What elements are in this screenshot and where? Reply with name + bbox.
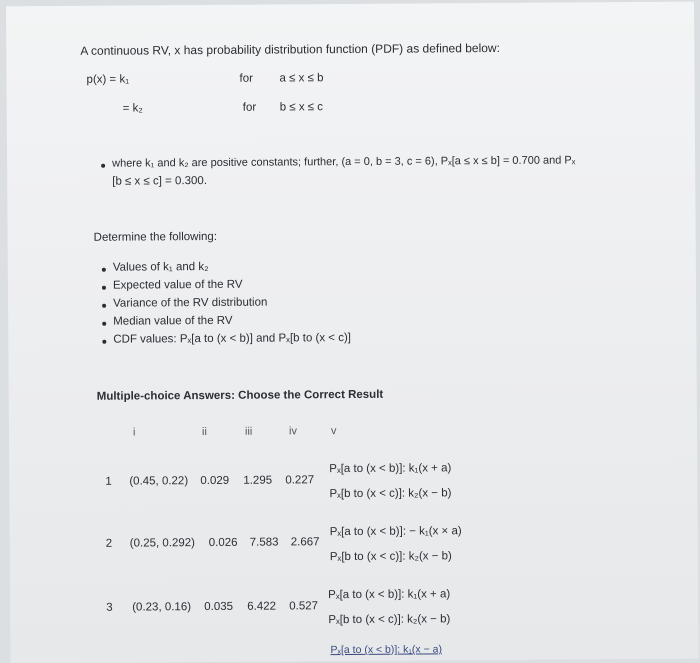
answer-iv: 0.527 bbox=[289, 600, 319, 613]
bullet-dot bbox=[102, 340, 106, 344]
answer-i: (0.23, 0.16) bbox=[132, 601, 192, 614]
pdf-row1-lhs: p(x) = k₁ bbox=[86, 73, 130, 86]
pdf-row1-condition: a ≤ x ≤ b bbox=[279, 72, 324, 85]
column-header-v: v bbox=[330, 425, 337, 438]
answer-i: (0.25, 0.292) bbox=[129, 537, 196, 550]
answer-number: 3 bbox=[106, 601, 113, 614]
answer-iv: 2.667 bbox=[290, 536, 320, 549]
answer-v-line2: Pₓ[b to (x < c)]: k₂(x − b) bbox=[329, 487, 452, 501]
pdf-row1-for: for bbox=[239, 72, 253, 85]
pdf-row2-lhs: = k₂ bbox=[122, 102, 143, 115]
partial-answer-line: Pₓ[a to (x < b)]: k₁(x − a) bbox=[330, 643, 443, 657]
determine-item: Median value of the RV bbox=[113, 314, 233, 328]
answer-v-line1: Pₓ[a to (x < b)]: − k₁(x × a) bbox=[329, 525, 462, 539]
bullet-dot bbox=[102, 268, 106, 272]
answer-v-line1: Pₓ[a to (x < b)]: k₁(x + a) bbox=[329, 462, 452, 476]
where-line-2: [b ≤ x ≤ c] = 0.300. bbox=[112, 175, 208, 188]
mc-heading: Multiple-choice Answers: Choose the Correct Result bbox=[96, 388, 384, 403]
where-line-1: where k₁ and k₂ are positive constants; further, (a = 0, b = 3, c = 6), Pₓ[a ≤ x ≤ b] = 0.700 and Pₓ bbox=[112, 154, 576, 170]
column-header-ii: ii bbox=[201, 426, 207, 439]
answer-number: 2 bbox=[105, 537, 113, 550]
column-header-iii: iii bbox=[244, 425, 253, 438]
determine-item: Variance of the RV distribution bbox=[113, 296, 268, 310]
intro-text: A continuous RV, x has probability distribution function (PDF) as defined below: bbox=[80, 40, 500, 58]
answer-v-line1: Pₓ[a to (x < b)]: k₁(x + a) bbox=[328, 588, 451, 602]
determine-item: Values of k₁ and k₂ bbox=[112, 260, 209, 274]
document-page bbox=[6, 2, 699, 663]
determine-heading: Determine the following: bbox=[93, 230, 218, 244]
answer-v-line2: Pₓ[b to (x < c)]: k₂(x − b) bbox=[329, 550, 452, 564]
bullet-dot bbox=[102, 286, 106, 290]
bullet-dot bbox=[102, 304, 106, 308]
answer-iii: 1.295 bbox=[243, 474, 273, 487]
pdf-row2-condition: b ≤ x ≤ c bbox=[279, 101, 324, 114]
answer-number: 1 bbox=[105, 475, 112, 488]
answer-ii: 0.029 bbox=[200, 474, 230, 488]
answer-v-line2: Pₓ[b to (x < c)]: k₂(x − b) bbox=[328, 613, 451, 627]
column-header-i: i bbox=[132, 426, 136, 439]
bullet-dot bbox=[101, 164, 105, 168]
pdf-row2-for: for bbox=[242, 101, 257, 114]
answer-iv: 0.227 bbox=[285, 474, 315, 487]
determine-item: CDF values: Pₓ[a to (x < b)] and Pₓ[b to (x < c)] bbox=[113, 332, 352, 346]
answer-iii: 7.583 bbox=[249, 536, 279, 549]
column-header-iv: iv bbox=[288, 425, 297, 438]
answer-ii: 0.026 bbox=[208, 536, 238, 549]
determine-item: Expected value of the RV bbox=[112, 278, 243, 292]
answer-iii: 6.422 bbox=[247, 600, 277, 613]
bullet-dot bbox=[102, 322, 106, 326]
answer-ii: 0.035 bbox=[204, 600, 234, 614]
answer-i: (0.45, 0.22) bbox=[129, 475, 189, 488]
